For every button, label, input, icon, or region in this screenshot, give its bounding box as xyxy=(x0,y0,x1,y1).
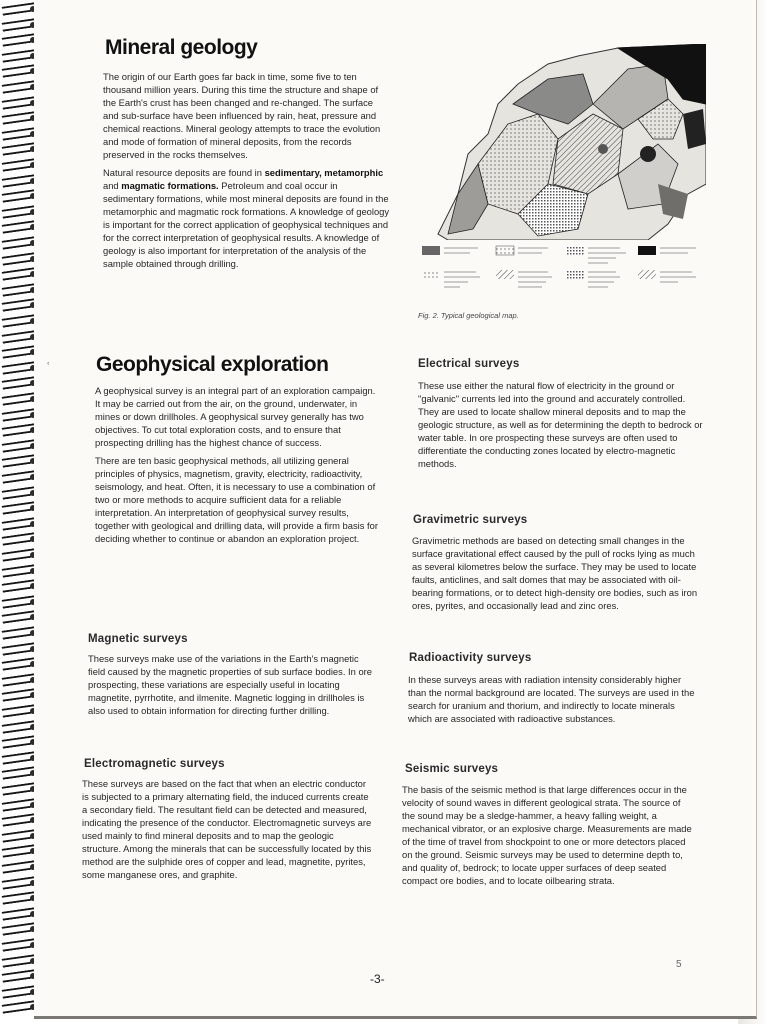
radioactivity-surveys-heading: Radioactivity surveys xyxy=(409,652,532,664)
geophysical-exploration-text xyxy=(95,384,383,550)
mineral-geology-text xyxy=(103,70,391,275)
gravimetric-surveys-heading: Gravimetric surveys xyxy=(413,514,528,526)
seismic-surveys-text: The basis of the seismic method is that large differences occur in the velocity of sound waves in different geological strata. The source of the sound may be a sledge-hammer, a heavy falling weight, a mechanical vibrator, or an explosive charge. Measurements are made of the time of travel from shockpoint to one or more detectors placed on the ground. Seismic surveys may be used to determine depth to, and quality of, bedrock; to locate upper surfaces of deep seated compact ore bodies, and to locate oilbearing strata. xyxy=(402,784,692,886)
mineral-geology-paragraph-1: The origin of our Earth goes far back in time, some five to ten thousand million years. During this time the structure and shape of the Earth's crust has been changed and re-changed. The surface and sub-surface have been influenced by rain, heat, pressure and chemical reactions. Mineral geology attempts to trace the evolution and mode of formation of mineral deposits, from the records preserved in the rocks themselves. xyxy=(103,71,381,160)
geological-map-figure xyxy=(418,44,706,240)
mineral-geology-paragraph-2: Natural resource deposits are found in sedimentary, metamorphic and magmatic formations. Petroleum and coal occur in sedimentary formations, while most mineral deposits are found in the metamorphic and magmatic rock formations. A knowledge of geology is important for the correct application of geophysical techniques and for the correct interpretation of geophysical results. A knowledge of geology is also important for interpretation of the analysis of the sample obtained through drilling. xyxy=(103,167,390,269)
electromagnetic-surveys-heading: Electromagnetic surveys xyxy=(84,758,225,770)
geophysical-exploration-heading: Geophysical exploration xyxy=(96,353,329,376)
geophysical-paragraph-1: A geophysical survey is an integral part of an exploration campaign. It may be carried out from the air, on the ground, underwater, in mines or down drillholes. A geophysical survey generally has two objectives. To cut total exploration costs, and to ensure that prospecting drilling has the highest chance of success. xyxy=(95,385,376,448)
magnetic-surveys-heading: Magnetic surveys xyxy=(88,633,188,645)
corner-number: 5 xyxy=(676,959,682,970)
pen-mark: ʿ xyxy=(46,360,51,375)
electrical-surveys-text: These use either the natural flow of electricity in the ground or "galvanic" currents led into the ground and accurately controlled. They are used to locate shallow mineral deposits and to map the geologic structure, as well as for determining the depth to bedrock or water table. In ore prospecting these surveys are often used to differentiate the conducting zones located by electro-magnetic methods. xyxy=(418,380,703,469)
radioactivity-surveys-text: In these surveys areas with radiation intensity considerably higher than the normal background are located. The surveys are used in the search for uranium and thorium, and indirectly to locate minerals which are associated with radioactive substances. xyxy=(408,674,695,724)
map-legend xyxy=(420,244,710,292)
magnetic-surveys-text: These surveys make use of the variations in the Earth's magnetic field caused by the magnetic properties of sub surface bodies. In ore prospecting, these variations are especially useful in locating magnetite, pyrrhotite, and ilmenite. Magnetic logging in drillholes is also used to obtain information for directing further drilling. xyxy=(88,653,373,716)
electrical-surveys-heading: Electrical surveys xyxy=(418,358,520,370)
seismic-surveys-heading: Seismic surveys xyxy=(405,763,499,775)
geophysical-paragraph-2: There are ten basic geophysical methods, all utilizing general principles of physics, magnetism, gravity, electricity, radioactivity, seismology, and heat. Often, it is necessary to use a combination of two or more methods to acquire sufficient data for a reliable interpretation. An interpretation of geophysical survey results, together with geological and drilling data, will provide a firm basis for deciding whether to continue or abandon an exploration project. xyxy=(95,455,378,544)
electromagnetic-surveys-text: These surveys are based on the fact that when an electric conductor is subjected to a primary alternating field, the induced currents create a secondary field. The resultant field can be detected and measured, indicating the presence of the conductor. Electromagnetic surveys are used mainly to find mineral deposits and to map the geologic structure. Among the minerals that can be successfully located by this method are the sulphide ores of copper and lead, magnetite, pyrites, some manganese ores, and graphite. xyxy=(82,778,372,880)
gravimetric-surveys-text: Gravimetric methods are based on detecting small changes in the surface gravitational effect caused by the pull of rocks lying as much as several kilometres below the surface. They may be used to locate faults, anticlines, and salt domes that may be associated with oil-bearing formations, or to detect high-density ore bodies, such as iron ores, pyrites, and occasionally lead and zinc ores. xyxy=(412,535,698,611)
figure-caption: Fig. 2. Typical geological map. xyxy=(418,311,519,320)
page-number: -3- xyxy=(370,972,385,986)
mineral-geology-heading: Mineral geology xyxy=(105,36,258,59)
